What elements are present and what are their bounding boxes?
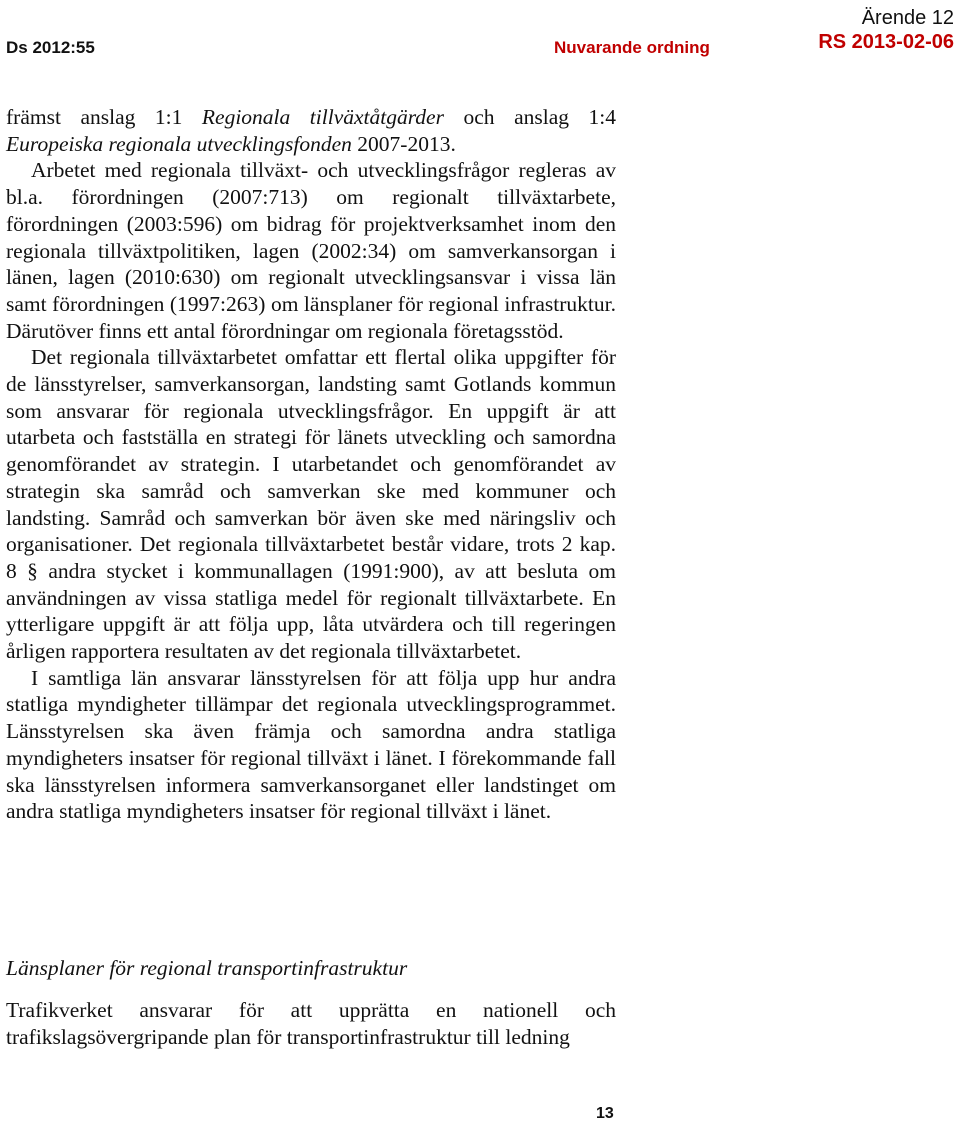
paragraph-2: Arbetet med regionala tillväxt- och utvecklingsfrågor regleras av bl.a. förordningen (2007:713) om regionalt tillväxtarbete, förordningen (2003:596) om bidrag för projektverksamhet inom den regionala tillväxtpolitiken, lagen (2002:34) om samverkansorgan i länen, lagen (2010:630) om regionalt utvecklingsansvar i vissa län samt förordningen (1997:263) om länsplaner för regional infrastruktur. Därutöver finns ett antal förordningar om regionala företagsstöd.	[6, 158, 616, 343]
paragraph-4: I samtliga län ansvarar länsstyrelsen för att följa upp hur andra statliga myndigheter tillämpar det regionala utvecklingsprogrammet. Länsstyrelsen ska även främja och samordna andra statliga myndigheters insatser för regional tillväxt i länet. I förekommande fall ska länsstyrelsen informera samverkansorganet eller landstinget om andra statliga myndigheters insatser för regional tillväxt i länet.	[6, 665, 616, 824]
p1-emphasis-1: Regionala tillväxtåtgärder	[201, 105, 444, 129]
section-title: Nuvarande ordning	[554, 38, 710, 57]
body-text	[6, 104, 616, 825]
arende-label: Ärende 12	[861, 7, 954, 29]
p1-text-b: och anslag 1:4	[443, 105, 616, 129]
section-paragraph: Trafikverket ansvarar för att upprätta en nationell och trafikslagsövergripande plan för transportinfrastruktur till ledning	[6, 998, 616, 1049]
rs-date: RS 2013-02-06	[818, 31, 954, 53]
page-number: 13	[596, 1105, 614, 1122]
p1-text-c: 2007-2013.	[351, 131, 456, 156]
p1-emphasis-2: Europeiska regionala utvecklingsfonden	[6, 131, 352, 156]
section-heading: Länsplaner för regional transportinfrastruktur	[6, 956, 408, 980]
case-reference	[818, 6, 954, 54]
p1-text-a: främst anslag 1:1	[6, 105, 202, 129]
paragraph-1	[6, 104, 616, 157]
paragraph-3: Det regionala tillväxtarbetet omfattar ett flertal olika uppgifter för de länsstyrelser, samverkansorgan, landsting samt Gotlands kommun som ansvarar för regionala utvecklingsfrågor. En uppgift är att utarbeta och fastställa en strategi för länets utveckling och samordna genomförandet av strategin. I utarbetandet och genomförandet av strategin ska samråd och samverkan ske med kommuner och landsting. Samråd och samverkan bör även ske med näringsliv och organisationer. Det regionala tillväxtarbetet består vidare, trots 2 kap. 8 § andra stycket i kommunallagen (1991:900), av att besluta om användningen av vissa statliga medel för regionalt tillväxtarbete. En ytterligare uppgift är att följa upp, låta utvärdera och till regeringen årligen rapportera resultaten av det regionala tillväxtarbetet.	[6, 345, 616, 664]
document-id: Ds 2012:55	[6, 38, 95, 57]
